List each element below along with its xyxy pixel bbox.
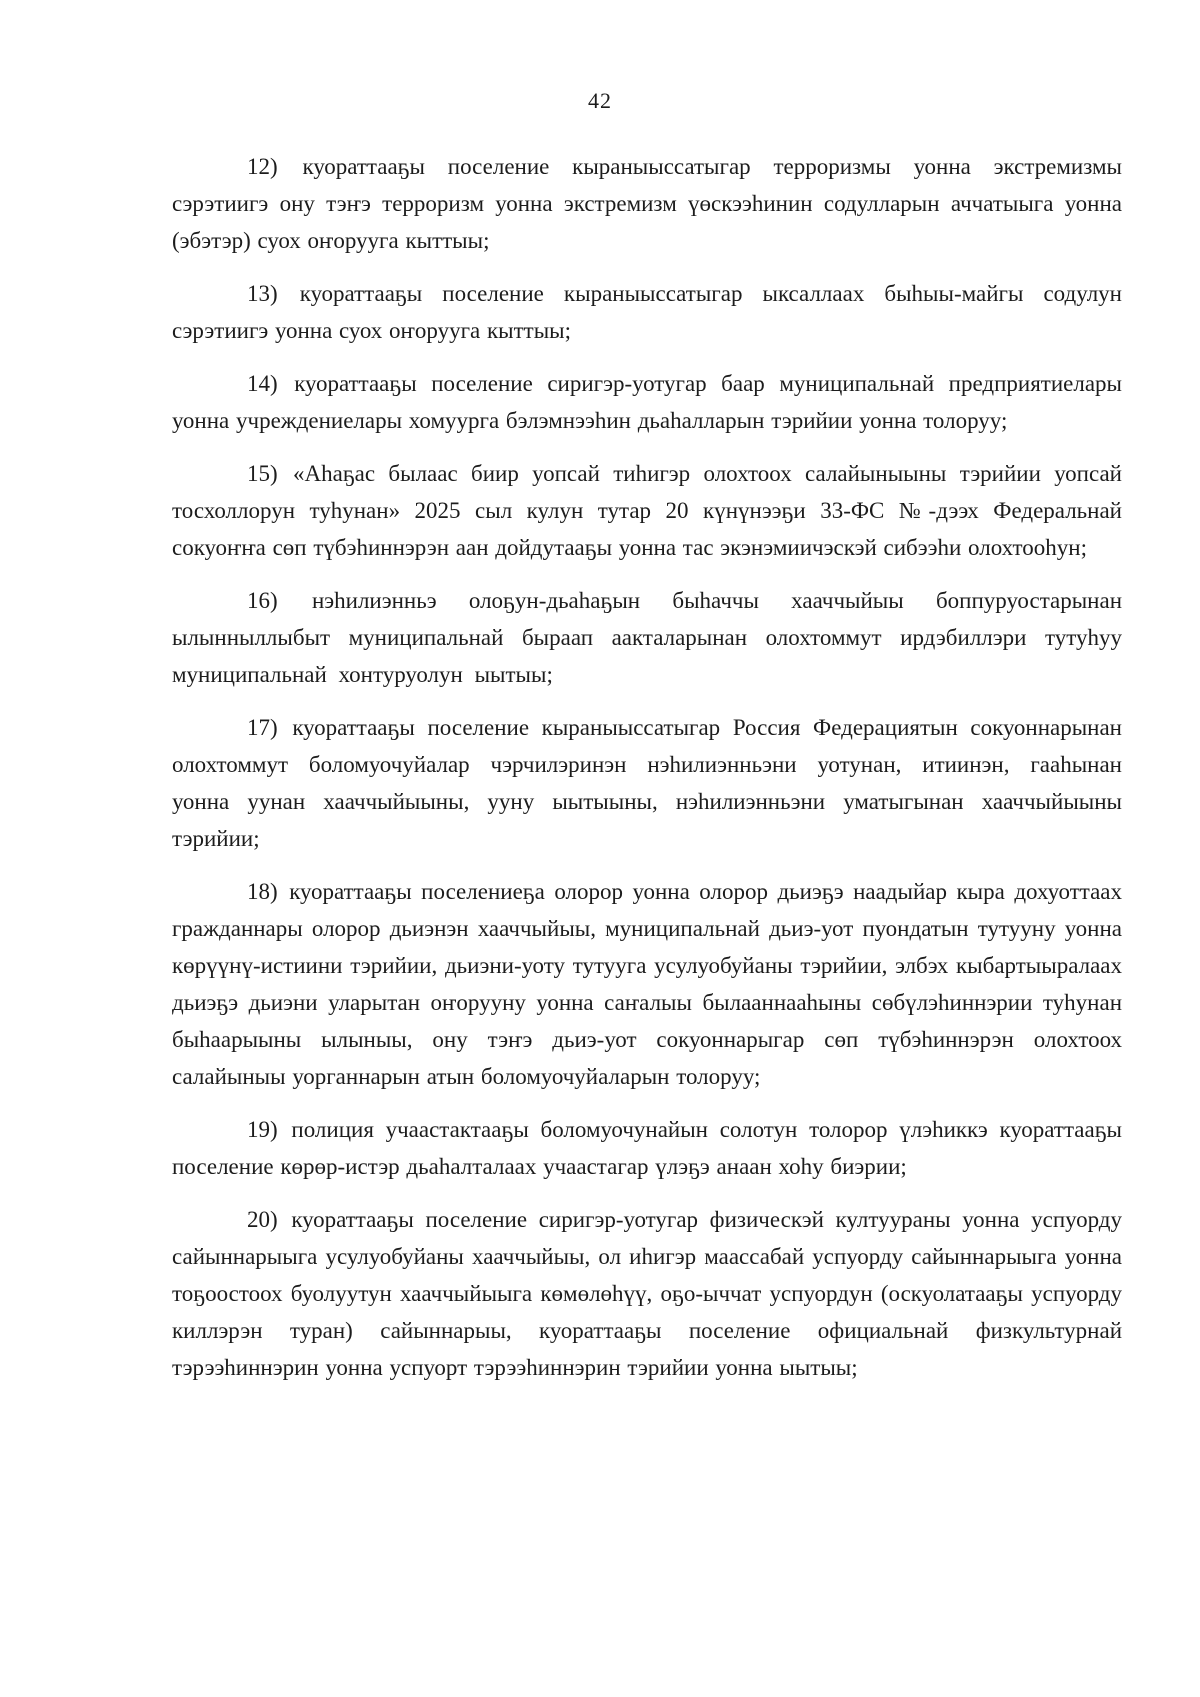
item-number: 12) <box>247 154 278 179</box>
paragraph-text: нэһилиэнньэ олоҕун-дьаһаҕын быһаччы хааччыйыы боппуруостарынан ылынныллыбыт муниципальнай быраап аакталарынан олохтоммут ирдэбиллэри тутуһуу муниципальнай хонтуруолун ыытыы; <box>172 588 1123 687</box>
paragraph-text: куораттааҕы поселение кыраныыссатыгар терроризмы уонна экстремизмы сэрэтиигэ ону тэҥэ терроризм уонна экстремизм үөскээһинин содулларын аччатыыга уонна (эбэтэр) суох оҥорууга кыттыы; <box>172 154 1122 253</box>
document-body <box>172 148 1122 1402</box>
paragraph-text: куораттааҕы поселениеҕа олорор уонна олорор дьиэҕэ наадыйар кыра дохуоттаах гражданнары олорор дьиэнэн хааччыйыы, муниципальнай дьиэ-уот пуондатын тутууну уонна көрүүнү-истиини тэрийии, дьиэни-уоту тутууга усулуобуйаны тэрийии, элбэх кыбартыыралаах дьиэҕэ дьиэни уларытан оҥорууну уонна саҥалыы былааннааһыны сөбүлэһиннэрии туһунан быһаарыыны ылыныы, ону тэҥэ дьиэ-уот сокуоннарыгар сөп түбэһиннэрэн олохтоох салайыныы уорганнарын атын боломуочуйаларын толоруу; <box>172 879 1122 1089</box>
paragraph-15 <box>172 455 1122 566</box>
item-number: 20) <box>247 1207 278 1232</box>
paragraph-text: куораттааҕы поселение сиригэр-уотугар физическэй култуураны уонна успуорду сайыннарыыга усулуобуйаны хааччыйыы, ол иһигэр маассабай успуорду сайыннарыыга уонна тоҕоостоох буолуутун хааччыйыыга көмөлөһүү, оҕо-ыччат успуордун (оскуолатааҕы успуорду киллэрэн туран) сайыннарыы, куораттааҕы поселение официальнай физкультурнай тэрээһиннэрин уонна успуорт тэрээһиннэрин тэрийии уонна ыытыы; <box>172 1207 1122 1380</box>
paragraph-text: куораттааҕы поселение кыраныыссатыгар Россия Федерациятын сокуоннарынан олохтоммут боломуочуйалар чэрчилэринэн нэһилиэнньэни уотунан, итиинэн, гааһынан уонна уунан хааччыйыыны, ууну ыытыыны, нэһилиэнньэни уматыгынан хааччыйыыны тэрийии; <box>172 715 1122 851</box>
item-number: 14) <box>247 371 278 396</box>
item-number: 15) <box>247 461 278 486</box>
paragraph-text: «Аһаҕас былаас биир уопсай тиһигэр олохтоох салайыныыны тэрийии уопсай тосхоллорун туһунан» 2025 сыл кулун тутар 20 күнүнээҕи 33-ФС №-дээх Федеральнай сокуоҥҥа сөп түбэһиннэрэн аан дойдутааҕы уонна тас экэнэмиичэскэй сибээһи олохтооһун; <box>172 461 1122 560</box>
paragraph-14 <box>172 365 1122 439</box>
item-number: 19) <box>247 1117 278 1142</box>
paragraph-17 <box>172 709 1122 857</box>
paragraph-text: куораттааҕы поселение кыраныыссатыгар ыксаллаах быһыы-майгы содулун сэрэтиигэ уонна суох оҥорууга кыттыы; <box>172 281 1122 343</box>
item-number: 17) <box>247 715 278 740</box>
paragraph-12 <box>172 148 1122 259</box>
paragraph-19 <box>172 1111 1122 1185</box>
paragraph-20 <box>172 1201 1122 1386</box>
paragraph-text: полиция учаастактааҕы боломуочунайын солотун толорор үлэһиккэ куораттааҕы поселение көрөр-истэр дьаһалталаах учаастагар үлэҕэ анаан хоһу биэрии; <box>172 1117 1123 1179</box>
paragraph-16 <box>172 582 1122 693</box>
paragraph-text: куораттааҕы поселение сиригэр-уотугар баар муниципальнай предприятиелары уонна учреждениелары хомуурга бэлэмнээһин дьаһалларын тэрийии уонна толоруу; <box>172 371 1122 433</box>
item-number: 18) <box>247 879 278 904</box>
paragraph-13 <box>172 275 1122 349</box>
paragraph-18 <box>172 873 1122 1095</box>
item-number: 13) <box>247 281 278 306</box>
item-number: 16) <box>247 588 278 613</box>
page-number: 42 <box>588 88 612 113</box>
